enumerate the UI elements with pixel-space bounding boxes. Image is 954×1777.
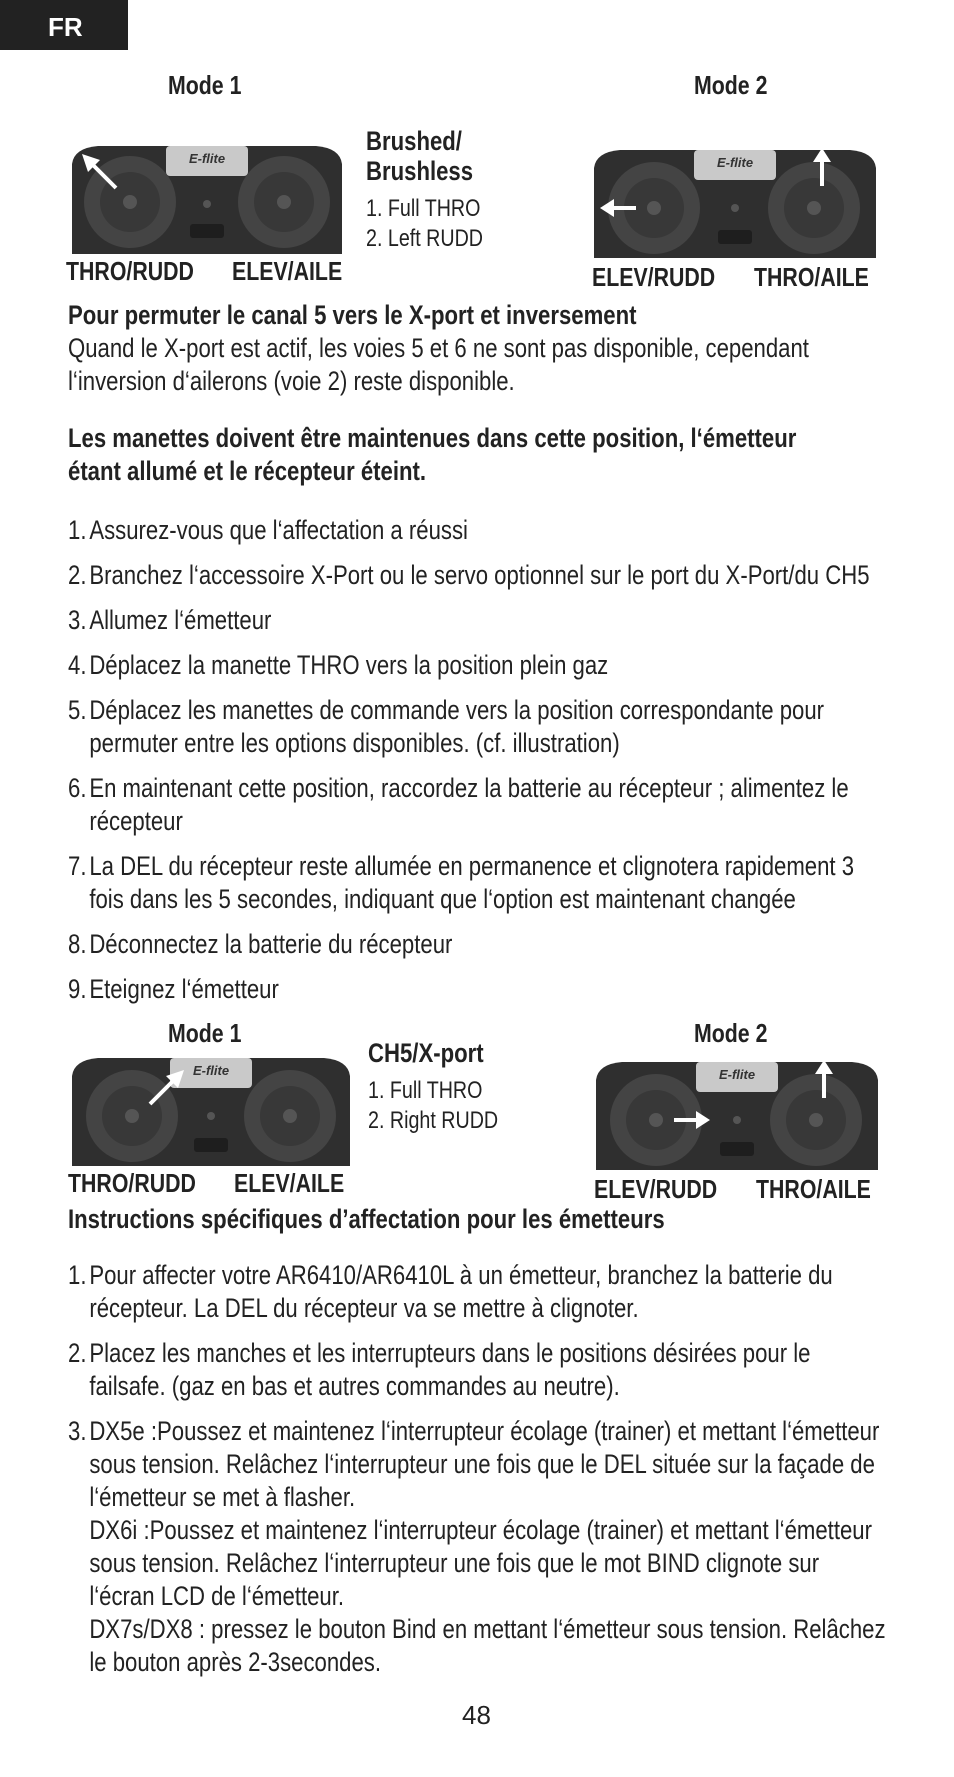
mode2-label: Mode 2 <box>694 1018 768 1048</box>
mode2-stick-left-label: ELEV/RUDD <box>594 1174 718 1204</box>
list-item: 9. Eteignez l‘émetteur <box>68 974 279 1004</box>
list-item: 2. Placez les manches et les interrupteurs dans le positions désirées pour le failsafe. (gaz en bas et autres commandes au neutre). <box>68 1338 811 1401</box>
position-heading-cont: étant allumé et le récepteur éteint. <box>68 456 427 486</box>
mode2-stick-right-label: THRO/AILE <box>754 262 869 292</box>
list-item: 5. Déplacez les manettes de commande vers la position correspondante pour permuter entre les options disponibles. (cf. illustration) <box>68 695 825 758</box>
list-item: 8. Déconnectez la batterie du récepteur <box>68 929 453 959</box>
brand-logo: E-flite <box>716 155 754 170</box>
option-step: 2. Left RUDD <box>366 225 484 252</box>
mode1-stick-right-label: ELEV/AILE <box>234 1168 345 1198</box>
mode1-stick-right-label: ELEV/AILE <box>232 256 343 286</box>
position-steps-list <box>68 514 937 1006</box>
mode1-label: Mode 1 <box>168 70 242 100</box>
brushed-option-box <box>366 126 483 254</box>
list-item: 1. Assurez-vous que l‘affectation a réussi <box>68 515 468 545</box>
bind-heading: Instructions spécifiques d’affectation pour les émetteurs <box>68 1204 665 1234</box>
transmitter-mode2-image <box>588 146 882 258</box>
list-item: 4. Déplacez la manette THRO vers la position plein gaz <box>68 650 609 680</box>
list-item: 2. Branchez l‘accessoire X-Port ou le servo optionnel sur le port du X-Port/du CH5 <box>68 560 870 590</box>
list-item: 1. Pour affecter votre AR6410/AR6410L à un émetteur, branchez la batterie du récepteur. La DEL du récepteur va se mettre à clignoter. <box>68 1260 833 1323</box>
mode2-stick-left-label: ELEV/RUDD <box>592 262 716 292</box>
brand-logo: E-flite <box>188 151 226 166</box>
mode2-label: Mode 2 <box>694 70 768 100</box>
option-title: Brushed/ <box>366 126 462 156</box>
position-heading: Les manettes doivent être maintenues dans cette position, l‘émetteur <box>68 423 797 453</box>
switch-paragraph-cont: l‘inversion d‘ailerons (voie 2) reste disponible. <box>68 366 515 396</box>
list-item: 6. En maintenant cette position, raccordez la batterie au récepteur ; alimentez le récepteur <box>68 773 849 836</box>
switch-heading: Pour permuter le canal 5 vers le X-port et inversement <box>68 300 637 330</box>
mode2-stick-right-label: THRO/AILE <box>756 1174 871 1204</box>
xport-option-box <box>368 1038 498 1136</box>
mode1-stick-left-label: THRO/RUDD <box>68 1168 196 1198</box>
switch-paragraph: Quand le X-port est actif, les voies 5 et 6 ne sont pas disponible, cependant <box>68 333 809 363</box>
transmitter-mode2-image <box>590 1058 884 1170</box>
transmitter-mode1-image <box>66 1054 356 1166</box>
language-tab: FR <box>0 0 128 50</box>
bind-steps-list <box>68 1259 937 1679</box>
option-title: CH5/X-port <box>368 1038 484 1068</box>
page-number: 48 <box>462 1700 491 1730</box>
mode1-label: Mode 1 <box>168 1018 242 1048</box>
list-item: 7. La DEL du récepteur reste allumée en permanence et clignotera rapidement 3 fois dans les 5 secondes, indiquant que l‘option est maintenant changée <box>68 851 855 914</box>
brand-logo: E-flite <box>718 1067 756 1082</box>
list-item: 3. DX5e :Poussez et maintenez l‘interrupteur écolage (trainer) et mettant l‘émetteur sous tension. Relâchez l‘interrupteur une fois que le DEL située sur la façade de l‘émetteur se met à flasher. DX6i :Poussez et maintenez l‘interrupteur écolage (trainer) et mettant l‘émetteur sous tension. Relâchez l‘interrupteur une fois que le mot BIND clignote sur l‘écran LCD de l‘émetteur. DX7s/DX8 : pressez le bouton Bind en mettant l‘émetteur sous tension. Relâchez le bouton après 2-3secondes. <box>68 1416 886 1677</box>
option-step: 2. Right RUDD <box>368 1107 499 1134</box>
mode1-stick-left-label: THRO/RUDD <box>66 256 194 286</box>
option-title-cont: Brushless <box>366 156 474 186</box>
brand-logo: E-flite <box>192 1063 230 1078</box>
option-step: 1. Full THRO <box>366 195 481 222</box>
option-step: 1. Full THRO <box>368 1077 483 1104</box>
transmitter-mode1-image <box>64 142 350 254</box>
list-item: 3. Allumez l‘émetteur <box>68 605 272 635</box>
